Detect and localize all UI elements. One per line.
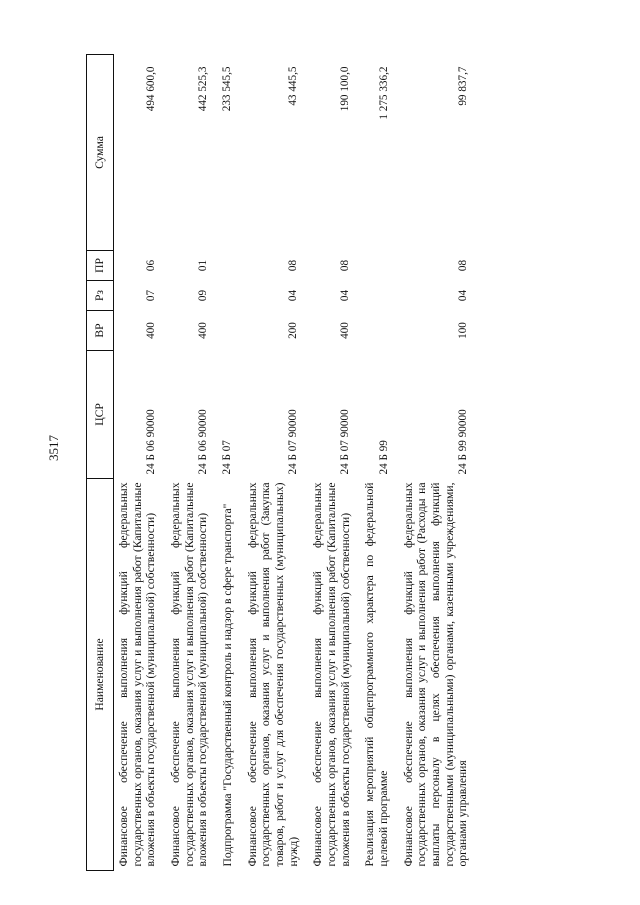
row-vr: 100 — [456, 322, 469, 339]
row-vr: 400 — [339, 322, 352, 339]
table-body — [114, 55, 475, 871]
row-rz — [356, 281, 394, 311]
row-sum: 1 275 336,2 — [377, 66, 390, 120]
row-csr: 24 Б 99 90000 — [456, 409, 469, 475]
row-sum: 190 100,0 — [339, 66, 352, 112]
header-sum: Сумма — [87, 55, 114, 251]
row-vr — [214, 311, 239, 351]
row-pr: 01 — [196, 259, 209, 272]
row-name: Подпрограмма "Государственный контроль и надзор в сфере транспорта" — [221, 503, 235, 867]
row-pr: 08 — [339, 259, 352, 272]
row-rz: 04 — [339, 289, 352, 302]
row-name: Реализация мероприятий общепрограммного характера по федеральной целевой программе — [363, 482, 391, 867]
row-sum: 442 525,3 — [196, 66, 209, 112]
row-rz: 09 — [196, 289, 209, 302]
row-pr: 08 — [456, 259, 469, 272]
row-pr: 06 — [144, 259, 157, 272]
row-name: Финансовое обеспечение выполнения функций федеральных государственных органов, оказания услуг и выполнения работ (Капитальные вложения в объекты государственной (муниципальной) собственности) — [169, 482, 210, 867]
row-csr: 24 Б 07 — [221, 440, 234, 475]
row-csr: 24 Б 06 90000 — [196, 409, 209, 475]
table-row — [162, 55, 214, 871]
row-vr — [356, 311, 394, 351]
row-sum: 99 837,7 — [456, 66, 469, 106]
header-csr: ЦСР — [87, 351, 114, 479]
header-row — [87, 55, 114, 871]
row-vr: 400 — [144, 322, 157, 339]
header-rz: Рз — [87, 281, 114, 311]
row-csr: 24 Б 99 — [377, 440, 390, 475]
row-name: Финансовое обеспечение выполнения функций федеральных государственных органов, оказания услуг и выполнения работ (Закупка товаров, работ и услуг для обеспечения государственных (муниципальных) нужд) — [245, 482, 300, 867]
row-csr: 24 Б 06 90000 — [144, 409, 157, 475]
row-sum: 43 445,5 — [287, 66, 300, 106]
table-row — [239, 55, 305, 871]
page-number: 3517 — [46, 435, 61, 461]
header-vr: ВР — [87, 311, 114, 351]
row-csr: 24 Б 07 90000 — [339, 409, 352, 475]
row-sum: 233 545,5 — [221, 66, 234, 112]
row-rz — [214, 281, 239, 311]
row-sum: 494 600,0 — [144, 66, 157, 112]
row-name: Финансовое обеспечение выполнения функций федеральных государственных органов, оказания услуг и выполнения работ (Расходы на выплаты персоналу в целях обеспечения выполнения функций государственными (муниципальными) органами, казенными учреждениями, органами управления — [401, 482, 470, 867]
row-pr — [356, 251, 394, 281]
row-rz: 07 — [144, 289, 157, 302]
row-name: Финансовое обеспечение выполнения функций федеральных государственных органов, оказания услуг и выполнения работ (Капитальные вложения в объекты государственной (муниципальной) собственности) — [311, 482, 352, 867]
row-vr: 400 — [196, 322, 209, 339]
table-row — [356, 55, 394, 871]
row-csr: 24 Б 07 90000 — [287, 409, 300, 475]
table-row — [304, 55, 356, 871]
table-row — [114, 55, 163, 871]
budget-table-container — [86, 55, 586, 871]
table-row — [214, 55, 239, 871]
row-vr: 200 — [287, 322, 300, 339]
header-name: Наименование — [87, 479, 114, 871]
row-pr — [214, 251, 239, 281]
header-pr: ПР — [87, 251, 114, 281]
row-rz: 04 — [287, 289, 300, 302]
row-rz: 04 — [456, 289, 469, 302]
row-pr: 08 — [287, 259, 300, 272]
budget-table — [86, 54, 474, 871]
table-row — [395, 55, 474, 871]
table-header — [87, 55, 114, 871]
row-name: Финансовое обеспечение выполнения функций федеральных государственных органов, оказания услуг и выполнения работ (Капитальные вложения в объекты государственной (муниципальной) собственности) — [117, 482, 158, 867]
